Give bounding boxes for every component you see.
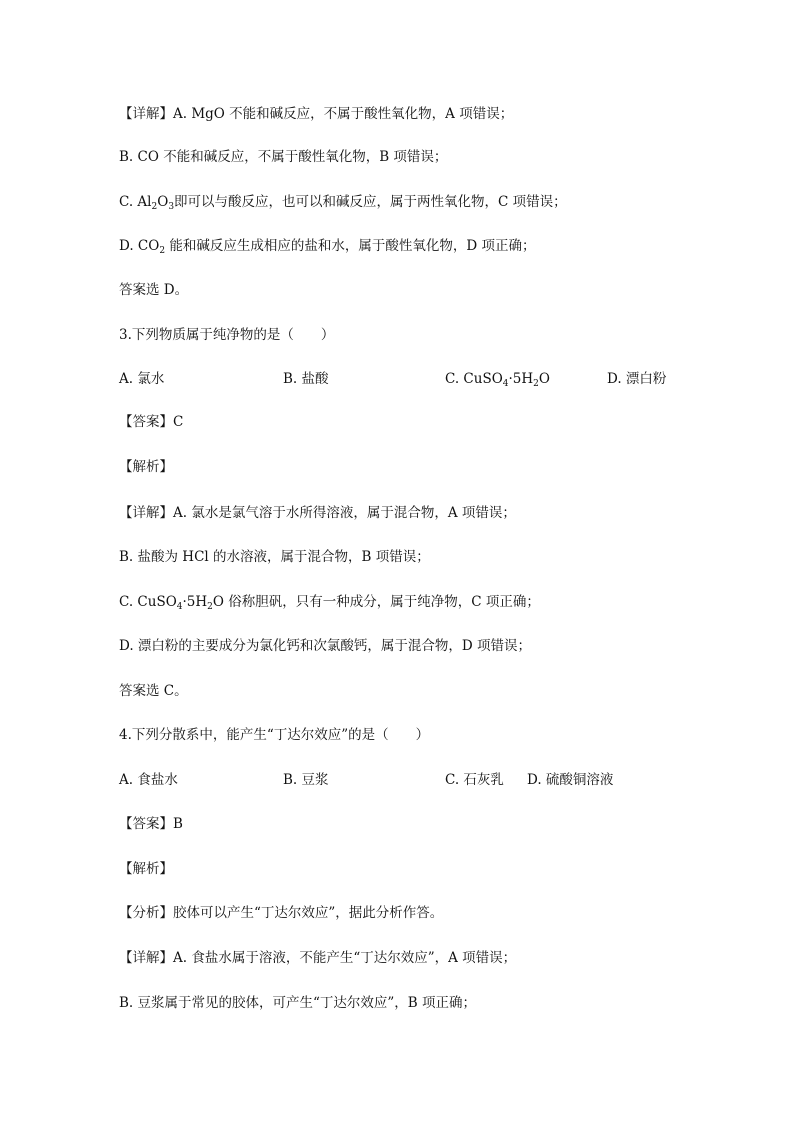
q3-detail-c-formula: ·5H xyxy=(182,594,208,610)
q4-options xyxy=(119,770,719,790)
q3-detail-c-prefix: C. CuSO xyxy=(119,594,177,610)
q3-analysis xyxy=(119,457,173,477)
q2-detail-d xyxy=(119,236,535,256)
q4-detail-b xyxy=(119,993,476,1013)
subscript: 2 xyxy=(533,379,539,389)
q3-conclusion-text: 答案选 C。 xyxy=(119,683,188,699)
subscript: 4 xyxy=(176,602,183,612)
q3-detail-b xyxy=(119,547,430,567)
q4-analysis xyxy=(119,859,173,879)
q4-answer-text: 【答案】B xyxy=(119,816,183,832)
q2-conclusion xyxy=(119,280,188,300)
q4-option-c: C. 石灰乳 xyxy=(445,772,504,788)
q2-detail-a-text: 【详解】A. MgO 不能和碱反应，不属于酸性氧化物，A 项错误； xyxy=(119,106,514,122)
q3-detail-a xyxy=(119,503,516,523)
q2-detail-d-prefix: D. CO xyxy=(119,238,160,254)
subscript: 2 xyxy=(159,246,166,256)
subscript: 3 xyxy=(168,202,175,212)
q4-option-a: A. 食盐水 xyxy=(119,772,178,788)
q3-option-c xyxy=(445,369,550,389)
q2-detail-a xyxy=(119,104,513,124)
q3-answer xyxy=(119,412,183,432)
q3-option-a: A. 氯水 xyxy=(119,371,165,387)
q2-detail-b xyxy=(119,147,447,167)
q4-detail-a-text: 【详解】A. 食盐水属于溶液，不能产生“丁达尔效应”，A 项错误； xyxy=(119,950,517,966)
q4-option-d: D. 硫酸铜溶液 xyxy=(527,772,614,788)
subscript: 2 xyxy=(151,202,158,212)
q3-answer-text: 【答案】C xyxy=(119,414,184,430)
q2-detail-c-text: 即可以与酸反应，也可以和碱反应，属于两性氧化物，C 项错误； xyxy=(174,194,567,210)
q4-detail-a xyxy=(119,948,516,968)
q3-detail-d-text: D. 漂白粉的主要成分为氯化钙和次氯酸钙，属于混合物，D 项错误； xyxy=(119,638,532,654)
q3-option-b: B. 盐酸 xyxy=(283,371,329,387)
q2-detail-c-formula: O xyxy=(157,194,169,210)
q3-option-c-suffix: O xyxy=(538,371,550,387)
q4-stem-text: 4.下列分散系中，能产生“丁达尔效应”的是（ ） xyxy=(119,727,430,743)
q3-option-d: D. 漂白粉 xyxy=(607,371,667,387)
q2-conclusion-text: 答案选 D。 xyxy=(119,282,189,298)
subscript: 4 xyxy=(502,379,509,389)
q3-conclusion xyxy=(119,681,188,701)
q3-analysis-heading: 【解析】 xyxy=(119,459,173,475)
q3-detail-a-text: 【详解】A. 氯水是氯气溶于水所得溶液，属于混合物，A 项错误； xyxy=(119,505,516,521)
q2-detail-c-prefix: C. Al xyxy=(119,194,152,210)
q2-detail-c xyxy=(119,192,567,212)
q2-detail-b-text: B. CO 不能和碱反应，不属于酸性氧化物，B 项错误； xyxy=(119,149,448,165)
q3-detail-c-text: O 俗称胆矾，只有一种成分，属于纯净物，C 项正确； xyxy=(212,594,540,610)
q3-stem-text: 3.下列物质属于纯净物的是（ ） xyxy=(119,327,335,343)
q4-answer xyxy=(119,814,183,834)
q3-detail-c xyxy=(119,592,540,612)
q2-detail-d-text: 能和碱反应生成相应的盐和水，属于酸性氧化物，D 项正确； xyxy=(165,238,536,254)
q3-options xyxy=(119,369,719,389)
q3-stem xyxy=(119,325,334,345)
q4-stem xyxy=(119,725,429,745)
q3-option-c-prefix: C. CuSO xyxy=(445,371,503,387)
q4-analysis-heading: 【解析】 xyxy=(119,861,173,877)
q3-detail-b-text: B. 盐酸为 HCl 的水溶液，属于混合物，B 项错误； xyxy=(119,549,430,565)
subscript: 2 xyxy=(207,602,213,612)
q3-option-c-formula: ·5H xyxy=(508,371,534,387)
q4-option-b: B. 豆浆 xyxy=(283,772,329,788)
q4-fenxi-text: 【分析】胶体可以产生“丁达尔效应”，据此分析作答。 xyxy=(119,905,444,921)
q4-fenxi xyxy=(119,903,443,923)
q3-detail-d xyxy=(119,636,531,656)
q4-detail-b-text: B. 豆浆属于常见的胶体，可产生“丁达尔效应”，B 项正确； xyxy=(119,995,477,1011)
